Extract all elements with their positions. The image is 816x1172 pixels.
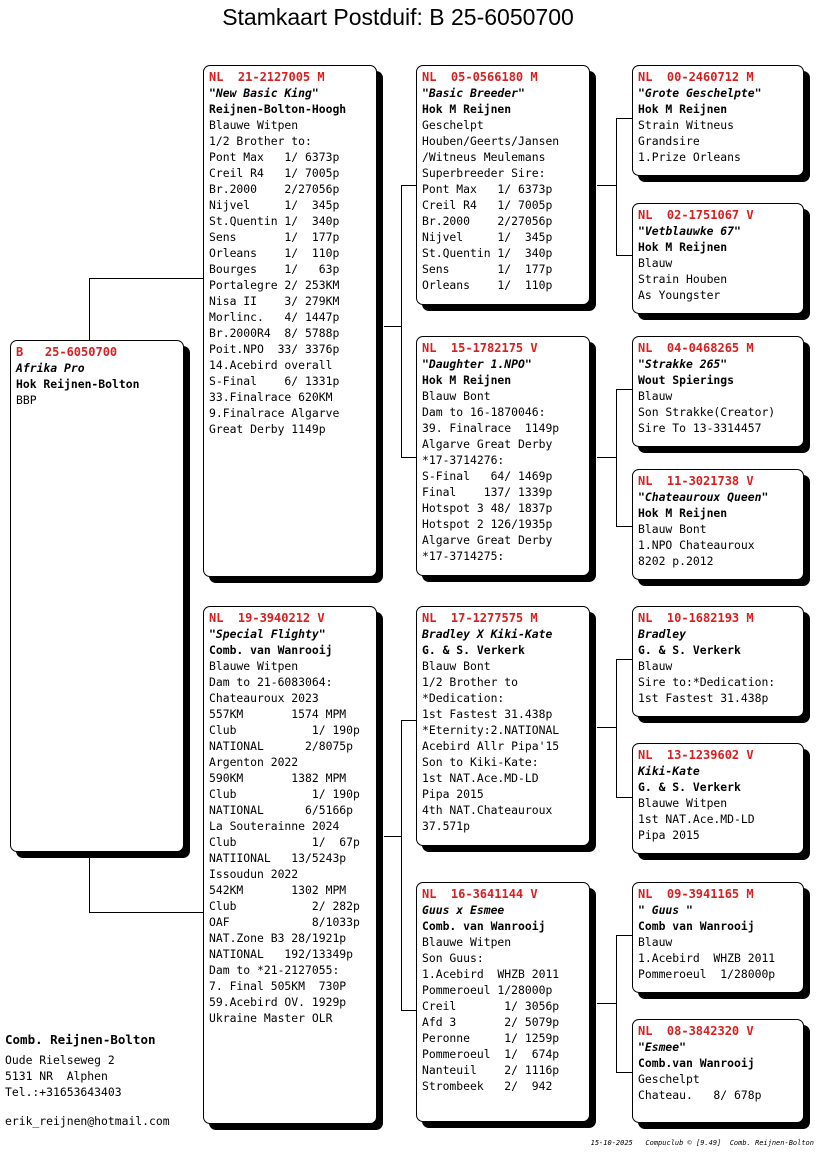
card-line: Blauw Bont xyxy=(422,659,491,673)
pedigree-card-ss[interactable] xyxy=(416,65,590,305)
card-line: Acebird Allr Pipa'15 xyxy=(422,739,560,753)
card-line: 4th NAT.Chateauroux xyxy=(422,803,553,817)
card-line: *17-3714276: xyxy=(422,453,505,467)
connector xyxy=(616,255,632,256)
card-line: Dam to *21-2127055: xyxy=(209,963,340,977)
card-line: Grandsire xyxy=(638,134,700,148)
card-line: Dam to 16-1870046: xyxy=(422,405,546,419)
card-line: Morlinc. 4/ 1447p xyxy=(209,310,340,324)
connector xyxy=(401,1010,416,1011)
connector xyxy=(89,912,203,913)
owner: G. & S. Verkerk xyxy=(422,643,525,657)
card-line: 1st Fastest 31.438p xyxy=(422,707,553,721)
club-email[interactable]: erik_reijnen@hotmail.com xyxy=(5,1114,170,1128)
card-line: 7. Final 505KM 730P xyxy=(209,979,347,993)
pedigree-card-ds[interactable] xyxy=(416,606,590,846)
pigeon-name: "New Basic King" xyxy=(209,86,319,100)
card-line: 59.Acebird OV. 1929p xyxy=(209,995,347,1009)
card-line: Club 1/ 190p xyxy=(209,787,360,801)
ring-number: NL 21-2127005 M xyxy=(209,70,325,84)
card-line: Pommeroeul 1/28000p xyxy=(638,967,776,981)
card-line: Son Strakke(Creator) xyxy=(638,405,776,419)
card-line: Blauwe Witpen xyxy=(209,118,299,132)
card-line: As Youngster xyxy=(638,288,721,302)
card-line: 1.Prize Orleans xyxy=(638,150,741,164)
pigeon-name: "Special Flighty" xyxy=(209,627,326,641)
connector xyxy=(597,727,616,728)
card-line: Poit.NPO 33/ 3376p xyxy=(209,342,340,356)
card-line: S-Final 6/ 1331p xyxy=(209,374,340,388)
card-line: Blauwe Witpen xyxy=(209,659,299,673)
pedigree-card-sdd[interactable] xyxy=(632,469,804,580)
ring-number: NL 15-1782175 V xyxy=(422,341,538,355)
ring-number: NL 16-3641144 V xyxy=(422,887,538,901)
ring-number: NL 13-1239602 V xyxy=(638,748,754,762)
card-line: Orleans 1/ 110p xyxy=(209,246,340,260)
card-line: Pipa 2015 xyxy=(422,787,484,801)
owner: Comb.van Wanrooij xyxy=(638,1056,755,1070)
connector xyxy=(616,797,632,798)
ring-number: NL 04-0468265 M xyxy=(638,341,754,355)
pigeon-name: "Chateauroux Queen" xyxy=(638,490,769,504)
card-line: BBP xyxy=(16,393,37,407)
connector xyxy=(597,1003,616,1004)
card-line: 557KM 1574 MPM xyxy=(209,707,347,721)
card-line: 590KM 1382 MPM xyxy=(209,771,347,785)
card-line: Strombeek 2/ 942 xyxy=(422,1079,553,1093)
card-line: Bourges 1/ 63p xyxy=(209,262,340,276)
connector xyxy=(616,659,617,797)
card-line: Son to Kiki-Kate: xyxy=(422,755,539,769)
ring-number: NL 19-3940212 V xyxy=(209,611,325,625)
card-line: Blauw xyxy=(638,659,673,673)
card-line: Nijvel 1/ 345p xyxy=(209,198,340,212)
pigeon-name: Bradley X Kiki-Kate xyxy=(422,627,553,641)
card-line: 8202 p.2012 xyxy=(638,554,714,568)
page-title: Stamkaart Postduif: B 25-6050700 xyxy=(222,4,574,30)
pigeon-name: "Daughter 1.NPO" xyxy=(422,357,532,371)
connector xyxy=(89,278,203,279)
connector xyxy=(616,935,632,936)
club-info xyxy=(5,1032,170,1129)
card-line: Nijvel 1/ 345p xyxy=(422,230,553,244)
card-line: Geschelpt xyxy=(638,1072,700,1086)
connector xyxy=(401,720,416,721)
ring-number: NL 11-3021738 V xyxy=(638,474,754,488)
pedigree-card-sire[interactable] xyxy=(203,65,377,577)
card-line: Argenton 2022 xyxy=(209,755,299,769)
card-line: Dam to 21-6083064: xyxy=(209,675,333,689)
pedigree-card-dd[interactable] xyxy=(416,882,590,1122)
pigeon-name: "Esmee" xyxy=(638,1040,687,1054)
card-line: Pipa 2015 xyxy=(638,828,700,842)
connector xyxy=(597,185,616,186)
pedigree-card-pigeon[interactable] xyxy=(10,340,184,852)
ring-number: B 25-6050700 xyxy=(16,345,118,359)
card-line: 1st NAT.Ace.MD-LD xyxy=(638,812,755,826)
card-line: Son Guus: xyxy=(422,951,484,965)
card-line: 1st NAT.Ace.MD-LD xyxy=(422,771,539,785)
card-line: Hotspot 3 48/ 1837p xyxy=(422,501,553,515)
card-line: Strain Witneus xyxy=(638,118,735,132)
card-line: Peronne 1/ 1259p xyxy=(422,1031,560,1045)
owner: Hok Reijnen-Bolton xyxy=(16,377,140,391)
card-line: St.Quentin 1/ 340p xyxy=(209,214,340,228)
owner: Hok M Reijnen xyxy=(422,373,512,387)
card-line: Blauw xyxy=(638,389,673,403)
connector xyxy=(384,326,402,327)
pedigree-card-ssd[interactable] xyxy=(632,203,804,314)
card-line: Issoudun 2022 xyxy=(209,867,299,881)
club-city: 5131 NR Alphen xyxy=(5,1069,108,1083)
ring-number: NL 09-3941165 M xyxy=(638,887,754,901)
ring-number: NL 02-1751067 V xyxy=(638,208,754,222)
connector xyxy=(616,526,632,527)
card-line: St.Quentin 1/ 340p xyxy=(422,246,553,260)
card-line: Club 2/ 282p xyxy=(209,899,360,913)
ring-number: NL 08-3842320 V xyxy=(638,1024,754,1038)
connector xyxy=(401,457,416,458)
pigeon-name: "Grote Geschelpte" xyxy=(638,86,762,100)
pedigree-card-sss[interactable] xyxy=(632,65,804,176)
ring-number: NL 00-2460712 M xyxy=(638,70,754,84)
card-line: Br.2000 2/27056p xyxy=(209,182,340,196)
card-line: Nanteuil 2/ 1116p xyxy=(422,1063,560,1077)
card-line: Sire to:*Dedication: xyxy=(638,675,776,689)
card-line: Sens 1/ 177p xyxy=(209,230,340,244)
owner: Comb van Wanrooij xyxy=(638,919,755,933)
card-line: NATIONAL 192/13349p xyxy=(209,947,354,961)
owner: Wout Spierings xyxy=(638,373,735,387)
connector xyxy=(616,389,617,526)
card-line: Algarve Great Derby xyxy=(422,437,553,451)
card-line: NATIIONAL 13/5243p xyxy=(209,851,347,865)
connector xyxy=(401,185,416,186)
card-line: Pommeroeul 1/ 674p xyxy=(422,1047,560,1061)
owner: Reijnen-Bolton-Hoogh xyxy=(209,102,347,116)
card-line: 1.Acebird WHZB 2011 xyxy=(422,967,560,981)
card-line: Creil R4 1/ 7005p xyxy=(209,166,340,180)
card-line: Geschelpt xyxy=(422,118,484,132)
pedigree-card-dam[interactable] xyxy=(203,606,377,1124)
card-line: Superbreeder Sire: xyxy=(422,166,546,180)
card-line: *17-3714275: xyxy=(422,549,505,563)
card-line: Hotspot 2 126/1935p xyxy=(422,517,553,531)
card-line: Sire To 13-3314457 xyxy=(638,421,762,435)
pedigree-card-sd[interactable] xyxy=(416,336,590,576)
owner: Hok M Reijnen xyxy=(638,240,728,254)
card-line: Pont Max 1/ 6373p xyxy=(209,150,340,164)
connector xyxy=(616,935,617,1072)
owner: G. & S. Verkerk xyxy=(638,780,741,794)
card-line: 542KM 1302 MPM xyxy=(209,883,347,897)
card-line: 1st Fastest 31.438p xyxy=(638,691,769,705)
pigeon-name: Guus x Esmee xyxy=(422,903,505,917)
pigeon-name: "Strakke 265" xyxy=(638,357,728,371)
connector xyxy=(616,1072,632,1073)
card-line: *Dedication: xyxy=(422,691,505,705)
club-phone: Tel.:+31653643403 xyxy=(5,1085,122,1099)
pedigree-card-dds[interactable] xyxy=(632,882,804,993)
pedigree-card-ddd[interactable] xyxy=(632,1019,804,1123)
card-line: Blauw xyxy=(638,935,673,949)
connector xyxy=(597,457,616,458)
owner: Comb. van Wanrooij xyxy=(209,643,333,657)
connector xyxy=(89,852,90,912)
card-line: 1.NPO Chateauroux xyxy=(638,538,755,552)
card-line: Ukraine Master OLR xyxy=(209,1011,333,1025)
card-line: Br.2000 2/27056p xyxy=(422,214,553,228)
owner: Hok M Reijnen xyxy=(638,102,728,116)
card-line: Final 137/ 1339p xyxy=(422,485,553,499)
connector xyxy=(401,185,402,457)
card-line: Pont Max 1/ 6373p xyxy=(422,182,553,196)
pigeon-name: Bradley xyxy=(638,627,687,641)
pedigree-card-sds[interactable] xyxy=(632,336,804,447)
card-line: Algarve Great Derby xyxy=(422,533,553,547)
card-line: 1.Acebird WHZB 2011 xyxy=(638,951,776,965)
card-line: Portalegre 2/ 253KM xyxy=(209,278,340,292)
card-line: 9.Finalrace Algarve xyxy=(209,406,340,420)
card-line: Blauw Bont xyxy=(422,389,491,403)
card-line: NATIONAL 2/8075p xyxy=(209,739,354,753)
card-line: Blauw xyxy=(638,256,673,270)
card-line: NAT.Zone B3 28/1921p xyxy=(209,931,347,945)
ring-number: NL 10-1682193 M xyxy=(638,611,754,625)
ring-number: NL 17-1277575 M xyxy=(422,611,538,625)
owner: Comb. van Wanrooij xyxy=(422,919,546,933)
card-line: Sens 1/ 177p xyxy=(422,262,553,276)
card-line: 1/2 Brother to: xyxy=(209,134,312,148)
card-line: Great Derby 1149p xyxy=(209,422,326,436)
owner: Hok M Reijnen xyxy=(422,102,512,116)
connector xyxy=(616,659,632,660)
pigeon-name: "Vetblauwke 67" xyxy=(638,224,741,238)
ring-number: NL 05-0566180 M xyxy=(422,70,538,84)
connector xyxy=(89,278,90,340)
card-line: Strain Houben xyxy=(638,272,728,286)
connector xyxy=(616,389,632,390)
connector xyxy=(616,118,617,255)
card-line: Blauwe Witpen xyxy=(422,935,512,949)
card-line: 39. Finalrace 1149p xyxy=(422,421,560,435)
connector xyxy=(401,720,402,1010)
card-line: OAF 8/1033p xyxy=(209,915,360,929)
card-line: Chateauroux 2023 xyxy=(209,691,319,705)
pigeon-name: Kiki-Kate xyxy=(638,764,700,778)
card-line: Club 1/ 190p xyxy=(209,723,360,737)
card-line: Houben/Geerts/Jansen xyxy=(422,134,560,148)
card-line: /Witneus Meulemans xyxy=(422,150,546,164)
card-line: Club 1/ 67p xyxy=(209,835,360,849)
card-line: 37.571p xyxy=(422,819,471,833)
card-line: 14.Acebird overall xyxy=(209,358,333,372)
owner: Hok M Reijnen xyxy=(638,506,728,520)
card-line: Creil R4 1/ 7005p xyxy=(422,198,553,212)
card-line: Orleans 1/ 110p xyxy=(422,278,553,292)
card-line: Afd 3 2/ 5079p xyxy=(422,1015,560,1029)
card-line: Pommeroeul 1/28000p xyxy=(422,983,553,997)
owner: G. & S. Verkerk xyxy=(638,643,741,657)
connector xyxy=(616,118,632,119)
card-line: La Souterainne 2024 xyxy=(209,819,340,833)
pedigree-card-dsd[interactable] xyxy=(632,743,804,854)
connector xyxy=(384,836,402,837)
card-line: *Eternity:2.NATIONAL xyxy=(422,723,560,737)
card-line: Br.2000R4 8/ 5788p xyxy=(209,326,340,340)
pigeon-name: " Guus " xyxy=(638,903,693,917)
card-line: Blauw Bont xyxy=(638,522,707,536)
pedigree-card-dss[interactable] xyxy=(632,606,804,717)
card-line: Nisa II 3/ 279KM xyxy=(209,294,340,308)
card-line: Blauwe Witpen xyxy=(638,796,728,810)
pigeon-name: Afrika Pro xyxy=(16,361,85,375)
footer-stamp: 15-10-2025 Compuclub © [9.49] Comb. Reijnen-Bolton xyxy=(590,1139,814,1147)
card-line: 1/2 Brother to xyxy=(422,675,519,689)
club-address: Oude Rielseweg 2 xyxy=(5,1053,115,1067)
pigeon-name: "Basic Breeder" xyxy=(422,86,525,100)
card-line: S-Final 64/ 1469p xyxy=(422,469,553,483)
club-name: Comb. Reijnen-Bolton xyxy=(5,1032,156,1047)
card-line: NATIONAL 6/5166p xyxy=(209,803,354,817)
card-line: Creil 1/ 3056p xyxy=(422,999,560,1013)
card-line: Chateau. 8/ 678p xyxy=(638,1088,762,1102)
card-line: 33.Finalrace 620KM xyxy=(209,390,333,404)
